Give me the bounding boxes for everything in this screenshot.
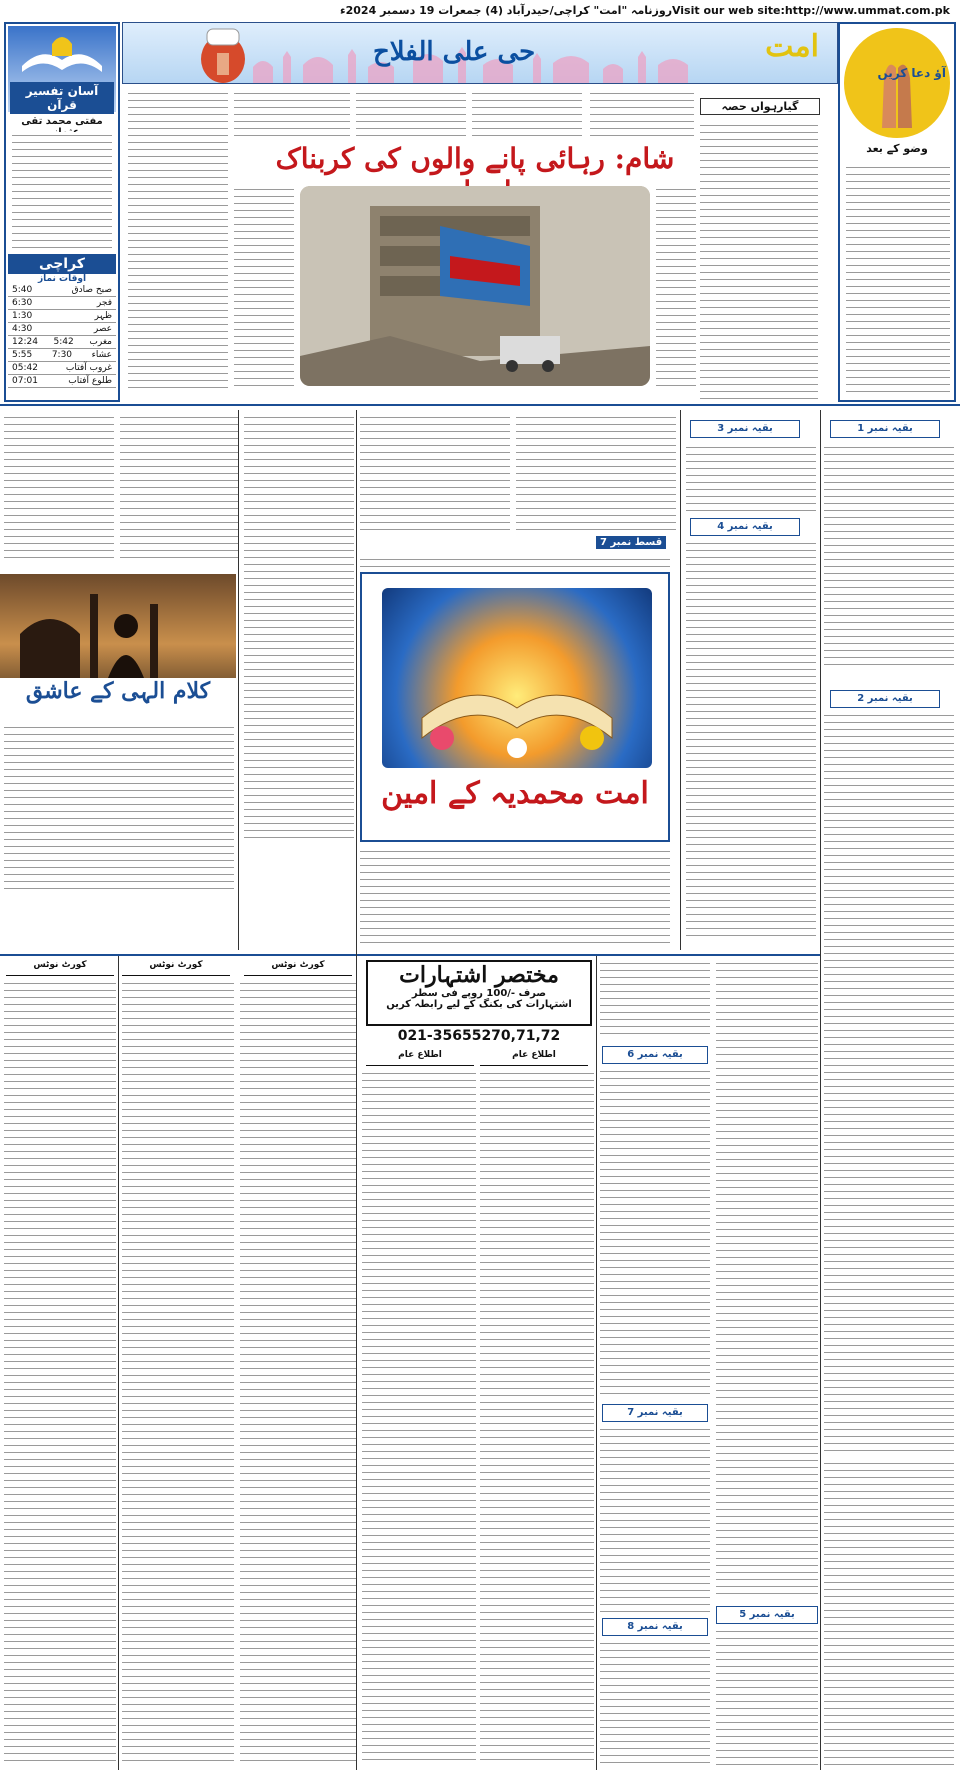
continuation-header: بقیہ نمبر 8 [602,1618,708,1636]
continuation-text [600,960,710,1040]
prayer-row [8,310,116,323]
prayer-times-box [8,254,116,400]
dua-title: آؤ دعا کریں [877,66,946,80]
issue-date: روزنامہ "امت" کراچی/حیدرآباد (4) جمعرات 19 دسمبر 2024ء [340,4,673,17]
prayer-name: عصر [93,324,112,334]
article-column [360,414,510,534]
prayer-name: مغرب [89,337,112,347]
prayer-row [8,349,116,362]
notice-column [240,980,356,1766]
article-column [516,414,676,534]
continuation-header: بقیہ نمبر 1 [830,420,940,438]
notice-column [4,980,116,1766]
continuation-text [824,712,954,1452]
classified-ads-header [366,960,592,1026]
continuation-header: بقیہ نمبر 6 [602,1046,708,1064]
ads-rate: صرف -/100 روپے فی سطر [411,988,547,999]
prayer-time: 5:40 [12,285,33,295]
prayer-name: صبح صادق [71,285,112,295]
prayer-name: غروب آفتاب [65,363,112,373]
prayer-row [8,297,116,310]
continuation-text [600,1426,710,1612]
prayer-time: 12:24 [12,337,38,347]
prayer-time: 05:42 [12,363,38,373]
muezzin-illustration [183,23,263,84]
masthead-banner [122,22,838,84]
article-column [360,848,670,948]
continuation-text [716,1628,818,1766]
continuation-text [600,1068,710,1398]
continuation-text [600,1640,710,1766]
main-headline: شام: رہائی پانے والوں کی کربناک [275,142,675,175]
article-column [590,90,694,138]
prayer-row [8,323,116,336]
prayer-name: عشاء [91,350,112,360]
continuation-text [716,960,818,1600]
continuation-header: بقیہ نمبر 3 [690,420,800,438]
ummat-logo: امت [765,29,819,64]
prayer-name: فجر [96,298,112,308]
continuation-header: بقیہ نمبر 5 [716,1606,818,1624]
continuation-header: بقیہ نمبر 7 [602,1404,708,1422]
prayer-time: 4:30 [12,324,33,334]
article-column [244,414,354,844]
continuation-text [686,444,816,514]
syria-building-photo [300,186,650,386]
dua-text-block [846,164,950,394]
dua-banner [844,28,950,138]
prayer-name: ظہر [94,311,112,321]
notice-column [362,1070,476,1766]
continuation-text [686,540,816,940]
top-info-bar [0,0,960,22]
prayer-time: 6:30 [12,298,33,308]
court-notice-header: کورٹ نوٹس [244,960,352,976]
damaged-building-image [300,186,650,386]
article-column [4,724,234,894]
ads-phone: 021-35655270,71,72 [397,1028,561,1044]
kalam-title: کلام الہی کے عاشق [0,678,236,714]
public-notice-header: اطلاع عام [366,1050,474,1066]
continuation-header: بقیہ نمبر 2 [830,690,940,708]
prayer-row [8,362,116,375]
slogan-text: حی علی الفلاح [373,37,536,67]
article-column [128,90,228,390]
court-notice-header: کورٹ نوٹس [122,960,230,976]
prayer-time: 07:01 [12,376,38,386]
ads-booking: اشتہارات کی بکنگ کے لیے رابطہ کریں [386,999,572,1010]
notice-column [122,980,234,1766]
article-column [120,414,238,564]
article-column [472,90,582,138]
feature-quran-box [360,572,670,842]
prayer-time: 5:42 [53,337,74,347]
series-badge: قسط نمبر 7 [596,536,666,549]
article-column [360,556,670,568]
quran-illustration [382,588,652,768]
editorial-header: گیارہواں حصہ [700,98,820,115]
tafsir-author: مفتی محمد تقی [21,116,103,127]
prayer-times-subtitle: اوقات نماز [37,274,87,284]
article-column [656,186,696,386]
notice-column [480,1070,594,1766]
continuation-text [824,444,954,666]
open-book-icon [8,26,116,82]
article-column [4,414,114,564]
prayer-time: 1:30 [12,311,33,321]
mosque-silhouette-image [0,574,236,678]
tafsir-title: آسان تفسیر قرآن [10,82,114,114]
praying-hands-icon [844,28,950,138]
prayer-name: طلوع آفتاب [68,376,112,386]
tafsir-panel [4,22,120,402]
prayer-row [8,336,116,349]
dua-subtitle: وضو کے بعد [866,142,928,155]
ads-title: مختصر اشتہارات [399,962,559,988]
continuation-text [824,1460,954,1766]
open-quran-icon [382,588,652,768]
prayer-row [8,284,116,297]
kalam-feature-banner [0,574,236,714]
article-column [356,90,466,138]
prayer-row [8,375,116,388]
editorial-text [700,122,818,412]
public-notice-header: اطلاع عام [480,1050,588,1066]
prayer-time: 7:30 [51,350,73,360]
website-link[interactable]: Visit our web site:http://www.ummat.com.pk [671,4,950,17]
prayer-city-title: کراچی [8,254,116,274]
article-column [234,90,350,138]
article-column [234,186,294,386]
continuation-header: بقیہ نمبر 4 [690,518,800,536]
tafsir-text-block [12,132,112,250]
prayer-time: 5:55 [12,350,33,360]
court-notice-header: کورٹ نوٹس [6,960,114,976]
feature-title: امت محمدیہ کے امین [381,776,649,811]
